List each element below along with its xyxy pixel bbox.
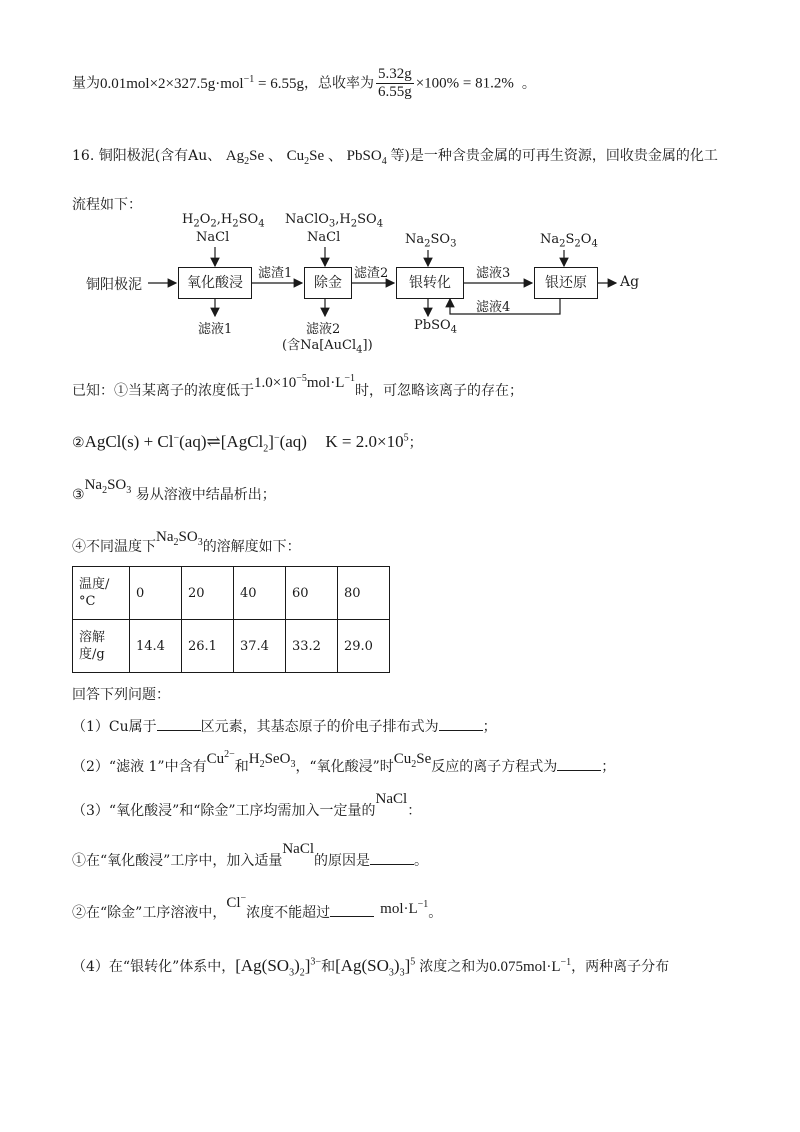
output-pbso4: PbSO$_4$ <box>414 318 458 336</box>
flow-start: 铜阳极泥 <box>86 277 142 293</box>
unit-mol-l: $mol\cdot L^{-1}$ <box>380 899 429 917</box>
yield-prefix: 量为 <box>72 75 100 92</box>
table-row <box>73 567 390 620</box>
ag-so3-3-complex: $[Ag(SO_3)_3]^5$ <box>335 956 416 979</box>
table-cell: 37.4 <box>234 620 286 673</box>
box-silver-reduction: 银还原 <box>534 267 598 299</box>
table-cell: 60 <box>286 567 338 620</box>
question-4: （4）在“银转化”体系中，$[Ag(SO_3)_2]^{3-}$和$[Ag(SO_3)_3]^5$ 浓度之和为$0.075mol\cdot L^{-1}$，两种离子分布 <box>72 956 670 979</box>
box-oxidation-leach: 氧化酸浸 <box>178 267 252 299</box>
question-3: （3）“氧化酸浸”和“除金”工序均需加入一定量的NaCl： <box>72 791 422 819</box>
yield-mid: ，总收率为 <box>303 75 374 92</box>
flowchart-arrows <box>0 0 800 360</box>
known-1: 已知：①当某离子的浓度低于$1.0\times 10^{-5}mol\cdot L^{-1}$时，可忽略该离子的存在； <box>72 373 523 399</box>
table-header-temp: 温度/°C <box>73 567 130 620</box>
reagent2-nacl: NaCl <box>307 230 341 245</box>
nacl-label-2: NaCl <box>282 841 314 857</box>
flowchart <box>0 0 800 360</box>
cu2plus: $Cu^{2-}$ <box>206 749 235 767</box>
question-1: （1）Cu属于 区元素，其基态原子的价电子排布式为 ； <box>72 719 497 735</box>
known-4: ④不同温度下$Na_2SO_3$的溶解度如下： <box>72 529 301 555</box>
output-filtrate2-note: (含Na[AuCl$_4$]) <box>282 338 373 356</box>
question16-line2: 流程如下： <box>72 197 142 213</box>
q16-number: 16. 铜阳极泥(含有Au、 <box>72 148 222 164</box>
known-conc: $1.0\times 10^{-5}mol\cdot L^{-1}$ <box>254 373 355 391</box>
answer-blank[interactable] <box>330 916 374 917</box>
na2so3-label-2: $Na_2SO_3$ <box>156 529 203 548</box>
answer-blank[interactable] <box>157 730 201 731</box>
table-cell: 40 <box>234 567 286 620</box>
question-2: （2）“滤液 1”中含有$Cu^{2-}$和$H_2SeO_3$，“氧化酸浸”时$Cu_2Se$反应的离子方程式为 ； <box>72 749 616 775</box>
arrow-label-residue1: 滤渣1 <box>258 266 293 281</box>
equilibrium-equation: AgCl(s) + Cl−(aq)⇌[AgCl$_2$]−(aq) <box>84 432 307 455</box>
reagent1: $H_2O_2,H_2SO_4$ <box>182 212 265 230</box>
known-3: $③Na_2SO_3$ 易从溶液中结晶析出； <box>72 477 276 503</box>
answer-blank[interactable] <box>439 730 483 731</box>
table-cell: 26.1 <box>182 620 234 673</box>
table-cell: 20 <box>182 567 234 620</box>
reagent4: $Na_2S_2O_4$ <box>540 232 598 250</box>
arrow-label-filtrate4: 滤液4 <box>476 300 511 315</box>
q16-compounds: $Ag_2Se$ 、 $Cu_2Se$ 、 PbSO$_4$ <box>225 148 387 167</box>
question-3-2: ②在“除金”工序溶液中，Cl−浓度不能超过 $mol\cdot L^{-1}$。 <box>72 893 443 921</box>
table-cell: 33.2 <box>286 620 338 673</box>
box-remove-gold: 除金 <box>304 267 352 299</box>
yield-end: 。 <box>521 75 536 92</box>
yield-percent: ×100% = 81.2% <box>415 75 514 92</box>
cl-minus: Cl− <box>226 893 247 911</box>
reagent2: $NaClO_3,H_2SO_4$ <box>285 212 384 230</box>
table-cell: 14.4 <box>130 620 182 673</box>
table-cell: 29.0 <box>338 620 390 673</box>
total-concentration: $0.075mol\cdot L^{-1}$ <box>489 957 572 975</box>
q16-text: 等)是一种含贵金属的可再生资源，回收贵金属的化工 <box>390 148 718 164</box>
known-2: ②AgCl(s) + Cl−(aq)⇌[AgCl$_2$]−(aq) $K = 2.0\times 10^5$； <box>72 432 423 455</box>
table-row <box>73 620 390 673</box>
equilibrium-constant: $K = 2.0\times 10^5$ <box>325 432 409 451</box>
ag-so3-2-complex: $[Ag(SO_3)_2]^{3-}$ <box>235 956 322 979</box>
output-filtrate1: 滤液1 <box>198 322 233 337</box>
arrow-label-filtrate3: 滤液3 <box>476 266 511 281</box>
nacl-label: NaCl <box>375 791 408 807</box>
question-3-1: ①在“氧化酸浸”工序中，加入适量NaCl的原因是 。 <box>72 841 428 869</box>
flow-end: Ag <box>620 274 640 290</box>
yield-calc: 0.01mol×2×327.5g·mol$^{-1}$ = 6.55g <box>100 73 304 92</box>
table-header-solubility: 溶解度/g <box>73 620 130 673</box>
yield-fraction: $\frac{5.32g}{6.55g}$ <box>377 66 412 100</box>
table-cell: 80 <box>338 567 390 620</box>
box-silver-conversion: 银转化 <box>396 267 464 299</box>
table-cell: 0 <box>130 567 182 620</box>
na2so3-label: $Na_2SO_3$ <box>84 477 132 496</box>
answer-blank[interactable] <box>370 864 414 865</box>
answer-blank[interactable] <box>557 770 601 771</box>
cu2se: $Cu_2Se$ <box>393 751 432 770</box>
reagent3: $Na_2SO_3$ <box>405 232 457 250</box>
output-filtrate2: 滤液2 <box>306 322 341 337</box>
h2seo3: $H_2SeO_3$ <box>248 751 296 770</box>
reagent1-nacl: NaCl <box>196 230 230 245</box>
answer-intro: 回答下列问题： <box>72 687 170 703</box>
solubility-table <box>72 566 390 673</box>
arrow-label-residue2: 滤渣2 <box>354 266 389 281</box>
